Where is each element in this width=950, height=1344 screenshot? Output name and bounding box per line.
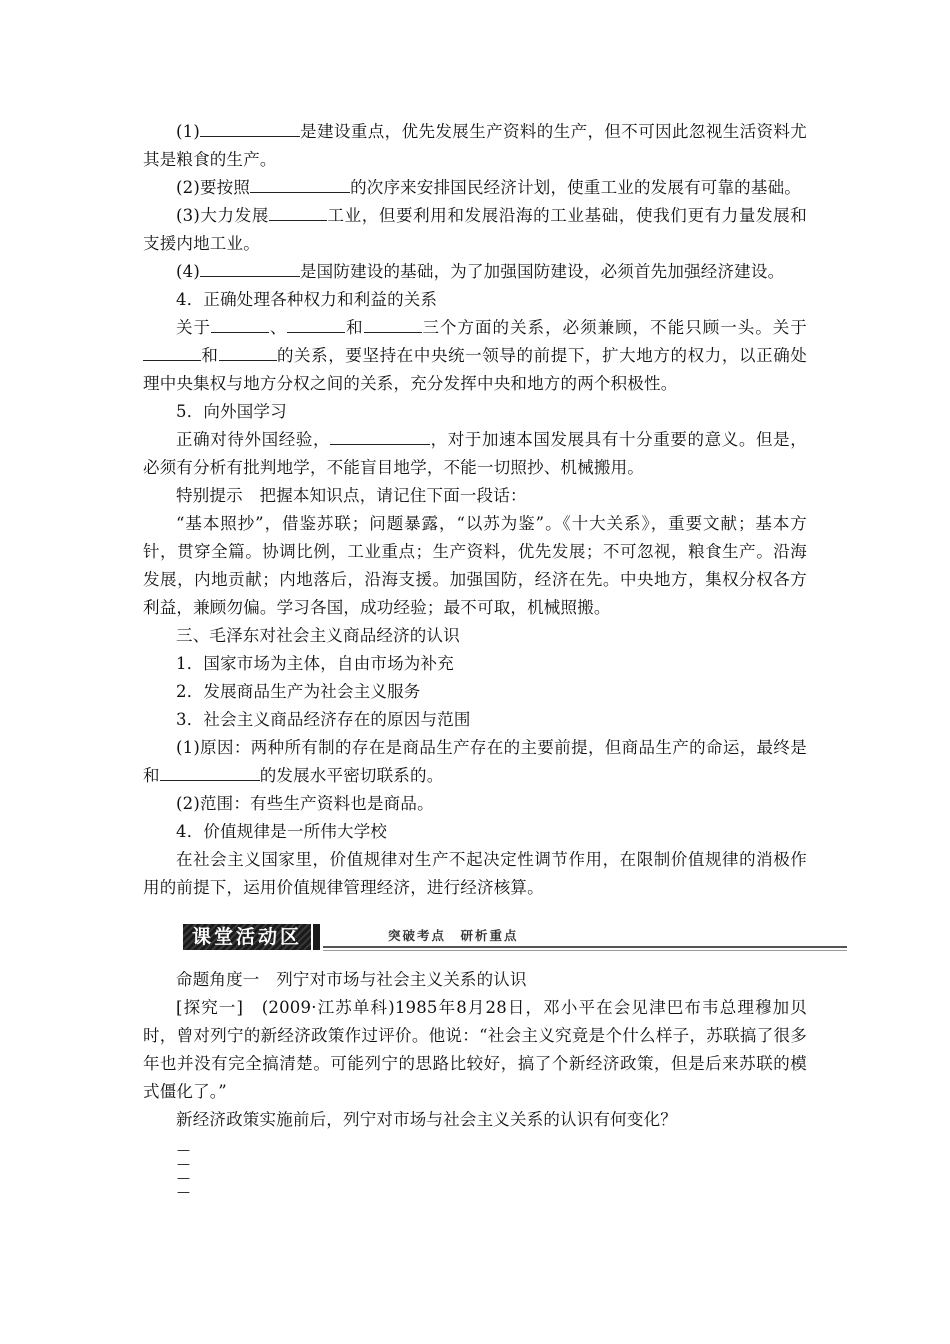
fill-blank[interactable] xyxy=(200,118,300,137)
banner-rule-thin xyxy=(323,950,847,951)
paragraph-defense xyxy=(143,258,807,286)
heading-learn-foreign: 5．向外国学习 xyxy=(176,402,287,421)
item-text: (3)大力发展 xyxy=(176,206,269,225)
answer-line-mark: — xyxy=(177,1185,190,1200)
paragraph-value-law: 在社会主义国家里，价值规律对生产不起决定性调节作用，在限制价值规律的消极作用的前提下，运用价值规律管理经济，进行经济核算。 xyxy=(143,850,807,897)
section-banner xyxy=(143,920,807,956)
item-text: 是国防建设的基础，为了加强国防建设，必须首先加强经济建设。 xyxy=(299,262,785,281)
special-tip: 特别提示 把握本知识点，请记住下面一段话： xyxy=(176,486,527,505)
heading-rights-interests: 4．正确处理各种权力和利益的关系 xyxy=(176,290,438,309)
item-label: (4) xyxy=(176,262,200,281)
fill-blank[interactable] xyxy=(364,314,422,333)
item-label: (1) xyxy=(176,122,200,141)
fill-blank[interactable] xyxy=(211,314,269,333)
paragraph-heavy-industry xyxy=(143,118,807,174)
item-text: 的次序来安排国民经济计划，使重工业的发展有可靠的基础。 xyxy=(350,178,801,197)
banner-divider xyxy=(313,924,320,950)
list-item: 1．国家市场为主体，自由市场为补充 xyxy=(176,654,454,673)
question-angle-title: 命题角度一 列宁对市场与社会主义关系的认识 xyxy=(176,970,527,989)
fill-blank[interactable] xyxy=(287,314,345,333)
item-text: 是建设重点，优先发展生产资料的生产，但不可因此忽视生活资料尤其是粮食的生产。 xyxy=(143,122,807,169)
heading-commodity-economy: 三、毛泽东对社会主义商品经济的认识 xyxy=(176,626,460,645)
list-item: 4．价值规律是一所伟大学校 xyxy=(176,822,388,841)
list-item: 3．社会主义商品经济存在的原因与范围 xyxy=(176,710,471,729)
fill-blank[interactable] xyxy=(269,202,327,221)
item-text: 的发展水平密切联系的。 xyxy=(259,766,444,785)
fill-blank[interactable] xyxy=(219,342,277,361)
item-text: ，对于加速本国发展具有十分重要的意义。但是，必须有分析有批判地学，不能盲目地学，不能一切照抄、机械搬用。 xyxy=(143,430,807,477)
fill-blank[interactable] xyxy=(143,342,201,361)
paragraph-rights-interests xyxy=(143,314,807,398)
question-prompt: 新经济政策实施前后，列宁对市场与社会主义关系的认识有何变化？ xyxy=(176,1110,677,1129)
item-text: 和 xyxy=(345,318,364,337)
fill-blank[interactable] xyxy=(200,258,300,277)
item-text: 工业，但要利用和发展沿海的工业基础，使我们更有力量发展和支援内地工业。 xyxy=(143,206,807,253)
paragraph-sequence xyxy=(143,174,807,202)
section-banner-subtitle: 突破考点 研析重点 xyxy=(388,928,519,943)
question-body: [探究一] (2009·江苏单科)1985年8月28日，邓小平在会见津巴布韦总理穆加贝时，曾对列宁的新经济政策作过评价。他说：“社会主义究竟是个什么样子，苏联搞了很多年也并没有完全搞清楚。可能列宁的思路比较好，搞了个新经济政策，但是后来苏联的模式僵化了。” xyxy=(143,998,807,1101)
paragraph-scope: (2)范围：有些生产资料也是商品。 xyxy=(176,794,434,813)
item-text: 、 xyxy=(269,318,288,337)
item-text: 和 xyxy=(201,346,219,365)
item-text: 正确对待外国经验， xyxy=(176,430,331,449)
fill-blank[interactable] xyxy=(330,426,430,445)
banner-rule xyxy=(323,946,847,948)
fill-blank[interactable] xyxy=(250,174,350,193)
item-text: (2)要按照 xyxy=(176,178,251,197)
special-tip-body: “基本照抄”，借鉴苏联；问题暴露，“以苏为鉴”。《十大关系》，重要文献；基本方针，贯穿全篇。协调比例，工业重点；生产资料，优先发展；不可忽视，粮食生产。沿海发展，内地贡献；内地落后，沿海支援。加强国防，经济在先。中央地方，集权分权各方利益，兼顾勿偏。学习各国，成功经验；最不可取，机械照搬。 xyxy=(143,514,807,617)
paragraph-foreign-experience xyxy=(143,426,807,482)
answer-line-mark: — xyxy=(177,1143,190,1158)
item-text: 三个方面的关系，必须兼顾，不能只顾一头。关于 xyxy=(421,318,807,337)
section-banner-title: 课堂活动区 xyxy=(183,924,311,950)
list-item: 2．发展商品生产为社会主义服务 xyxy=(176,682,421,701)
answer-area[interactable] xyxy=(143,1144,807,1200)
fill-blank[interactable] xyxy=(160,762,260,781)
answer-line-mark: — xyxy=(177,1157,190,1172)
item-text: 关于 xyxy=(176,318,212,337)
paragraph-reason xyxy=(143,734,807,790)
answer-line-mark: — xyxy=(177,1171,190,1186)
paragraph-inland-industry xyxy=(143,202,807,258)
item-text: 的关系，要坚持在中央统一领导的前提下，扩大地方的权力，以正确处理中央集权与地方分权之间的关系，充分发挥中央和地方的两个积极性。 xyxy=(143,346,808,393)
document-page xyxy=(143,118,807,1200)
item-text: (1)原因：两种所有制的存在是商品生产存在的主要前提，但商品生产的命运，最终是和 xyxy=(143,738,807,785)
